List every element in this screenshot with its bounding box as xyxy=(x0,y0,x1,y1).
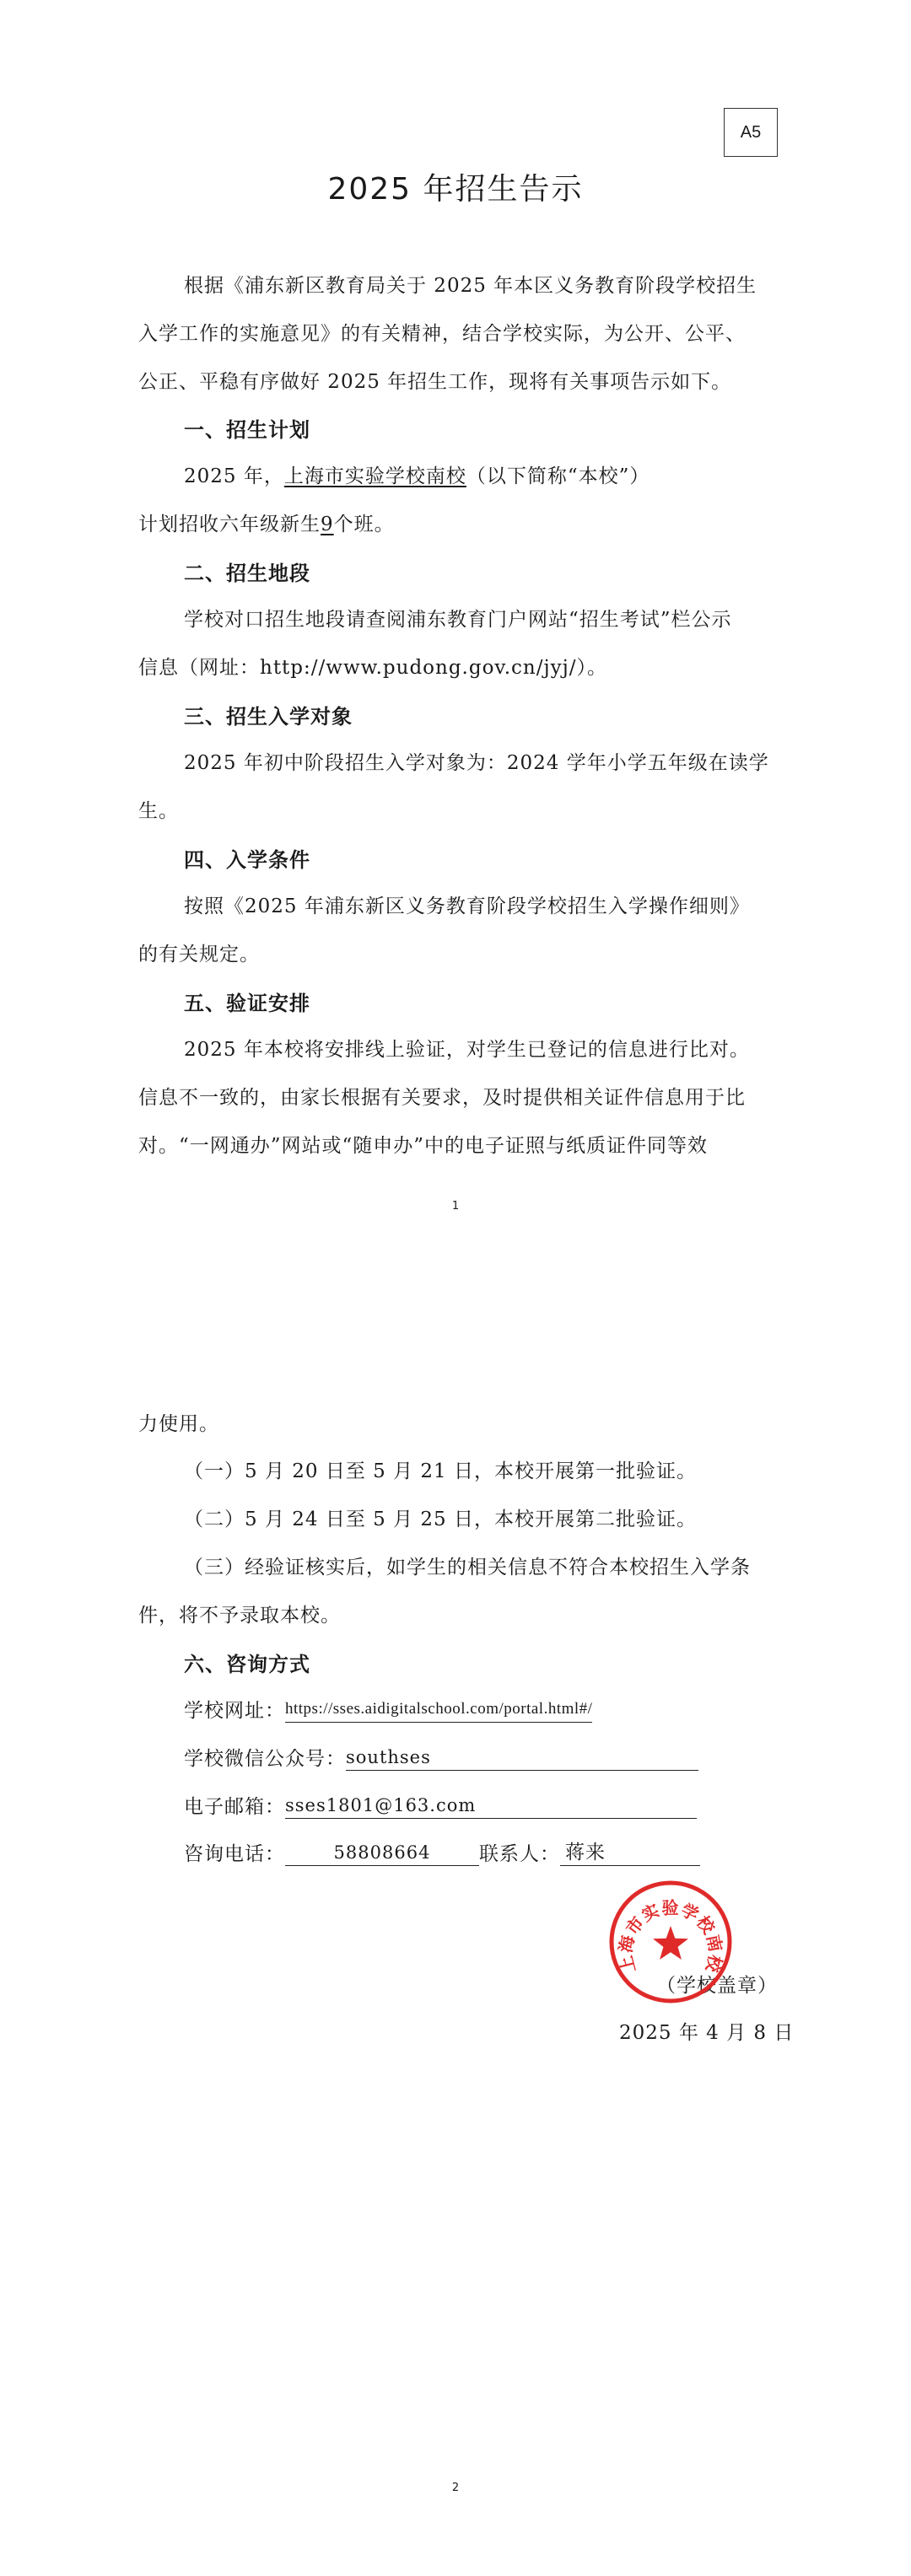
page-number: 2 xyxy=(451,2482,460,2494)
phone-label: 咨询电话： xyxy=(184,1843,285,1865)
verification-item-3-line-2: 件，将不予录取本校。 xyxy=(138,1605,341,1627)
form-code-box: A5 xyxy=(724,108,778,157)
s1-p2-prefix: 计划招收六年级新生 xyxy=(138,514,321,535)
s1-prefix: 2025 年， xyxy=(184,465,284,487)
continued-line: 力使用。 xyxy=(138,1413,219,1435)
phone-contact-row xyxy=(184,1838,700,1866)
page-number: 1 xyxy=(451,1200,460,1213)
verification-item-1: （一）5 月 20 日至 5 月 21 日，本校开展第一批验证。 xyxy=(184,1460,697,1482)
section-4-line-2: 的有关规定。 xyxy=(138,944,260,965)
section-4-heading: 四、入学条件 xyxy=(184,848,310,872)
verification-item-2: （二）5 月 24 日至 5 月 25 日，本校开展第二批验证。 xyxy=(184,1508,697,1530)
email-link[interactable]: sses1801@163.com xyxy=(285,1794,697,1819)
s1-p2-suffix: 个班。 xyxy=(333,514,395,535)
intro-line-3: 公正、平稳有序做好 2025 年招生工作，现将有关事项告示如下。 xyxy=(138,371,732,393)
section-1-line-1 xyxy=(184,460,650,488)
section-2-line-2: 信息（网址：http://www.pudong.gov.cn/jyj/）。 xyxy=(138,657,607,679)
wechat-label: 学校微信公众号： xyxy=(184,1748,346,1770)
section-5-heading: 五、验证安排 xyxy=(184,992,310,1015)
section-3-line-1: 2025 年初中阶段招生入学对象为：2024 学年小学五年级在读学 xyxy=(184,752,769,774)
section-5-line-3: 对。“一网通办”网站或“随申办”中的电子证照与纸质证件同等效 xyxy=(138,1135,709,1157)
page-title: 2025 年招生告示 xyxy=(327,172,584,207)
document-page-2 xyxy=(0,1288,911,2576)
website-label: 学校网址： xyxy=(184,1700,285,1722)
website-link[interactable]: https://sses.aidigitalschool.com/portal.html#/ xyxy=(285,1698,592,1723)
section-3-heading: 三、招生入学对象 xyxy=(184,705,353,729)
section-6-heading: 六、咨询方式 xyxy=(184,1653,310,1676)
phone-number: 58808664 xyxy=(285,1842,479,1866)
email-row xyxy=(184,1791,697,1819)
section-5-line-2: 信息不一致的，由家长根据有关要求，及时提供相关证件信息用于比 xyxy=(138,1087,746,1109)
wechat-account: southses xyxy=(346,1746,698,1771)
section-3-line-2: 生。 xyxy=(138,800,179,822)
verification-item-3-line-1: （三）经验证核实后，如学生的相关信息不符合本校招生入学条 xyxy=(184,1557,751,1578)
section-5-line-1: 2025 年本校将安排线上验证，对学生已登记的信息进行比对。 xyxy=(184,1039,750,1061)
seal-star-icon xyxy=(653,1926,688,1960)
s1-suffix: （以下简称“本校”） xyxy=(466,465,650,487)
email-label: 电子邮箱： xyxy=(184,1796,285,1818)
intro-line-2: 入学工作的实施意见》的有关精神，结合学校实际，为公开、公平、 xyxy=(138,323,746,345)
intro-line-1: 根据《浦东新区教育局关于 2025 年本区义务教育阶段学校招生 xyxy=(184,275,757,297)
class-count: 9 xyxy=(321,514,334,535)
section-2-heading: 二、招生地段 xyxy=(184,562,310,585)
section-1-heading: 一、招生计划 xyxy=(184,418,310,442)
seal-text: 上海市实验学校南校 xyxy=(615,1897,726,1976)
school-name: 上海市实验学校南校 xyxy=(283,465,466,487)
section-4-line-1: 按照《2025 年浦东新区义务教育阶段学校招生入学操作细则》 xyxy=(184,895,750,917)
stamp-label: （学校盖章） xyxy=(656,1975,778,1997)
wechat-row xyxy=(184,1743,698,1771)
section-2-line-1: 学校对口招生地段请查阅浦东教育门户网站“招生考试”栏公示 xyxy=(184,609,732,631)
contact-person: 蒋来 xyxy=(560,1842,700,1866)
website-row xyxy=(184,1695,592,1723)
section-1-line-2 xyxy=(138,508,395,536)
contact-label: 联系人： xyxy=(479,1843,560,1865)
date: 2025 年 4 月 8 日 xyxy=(619,2022,795,2044)
official-seal-stamp xyxy=(607,1879,734,2005)
